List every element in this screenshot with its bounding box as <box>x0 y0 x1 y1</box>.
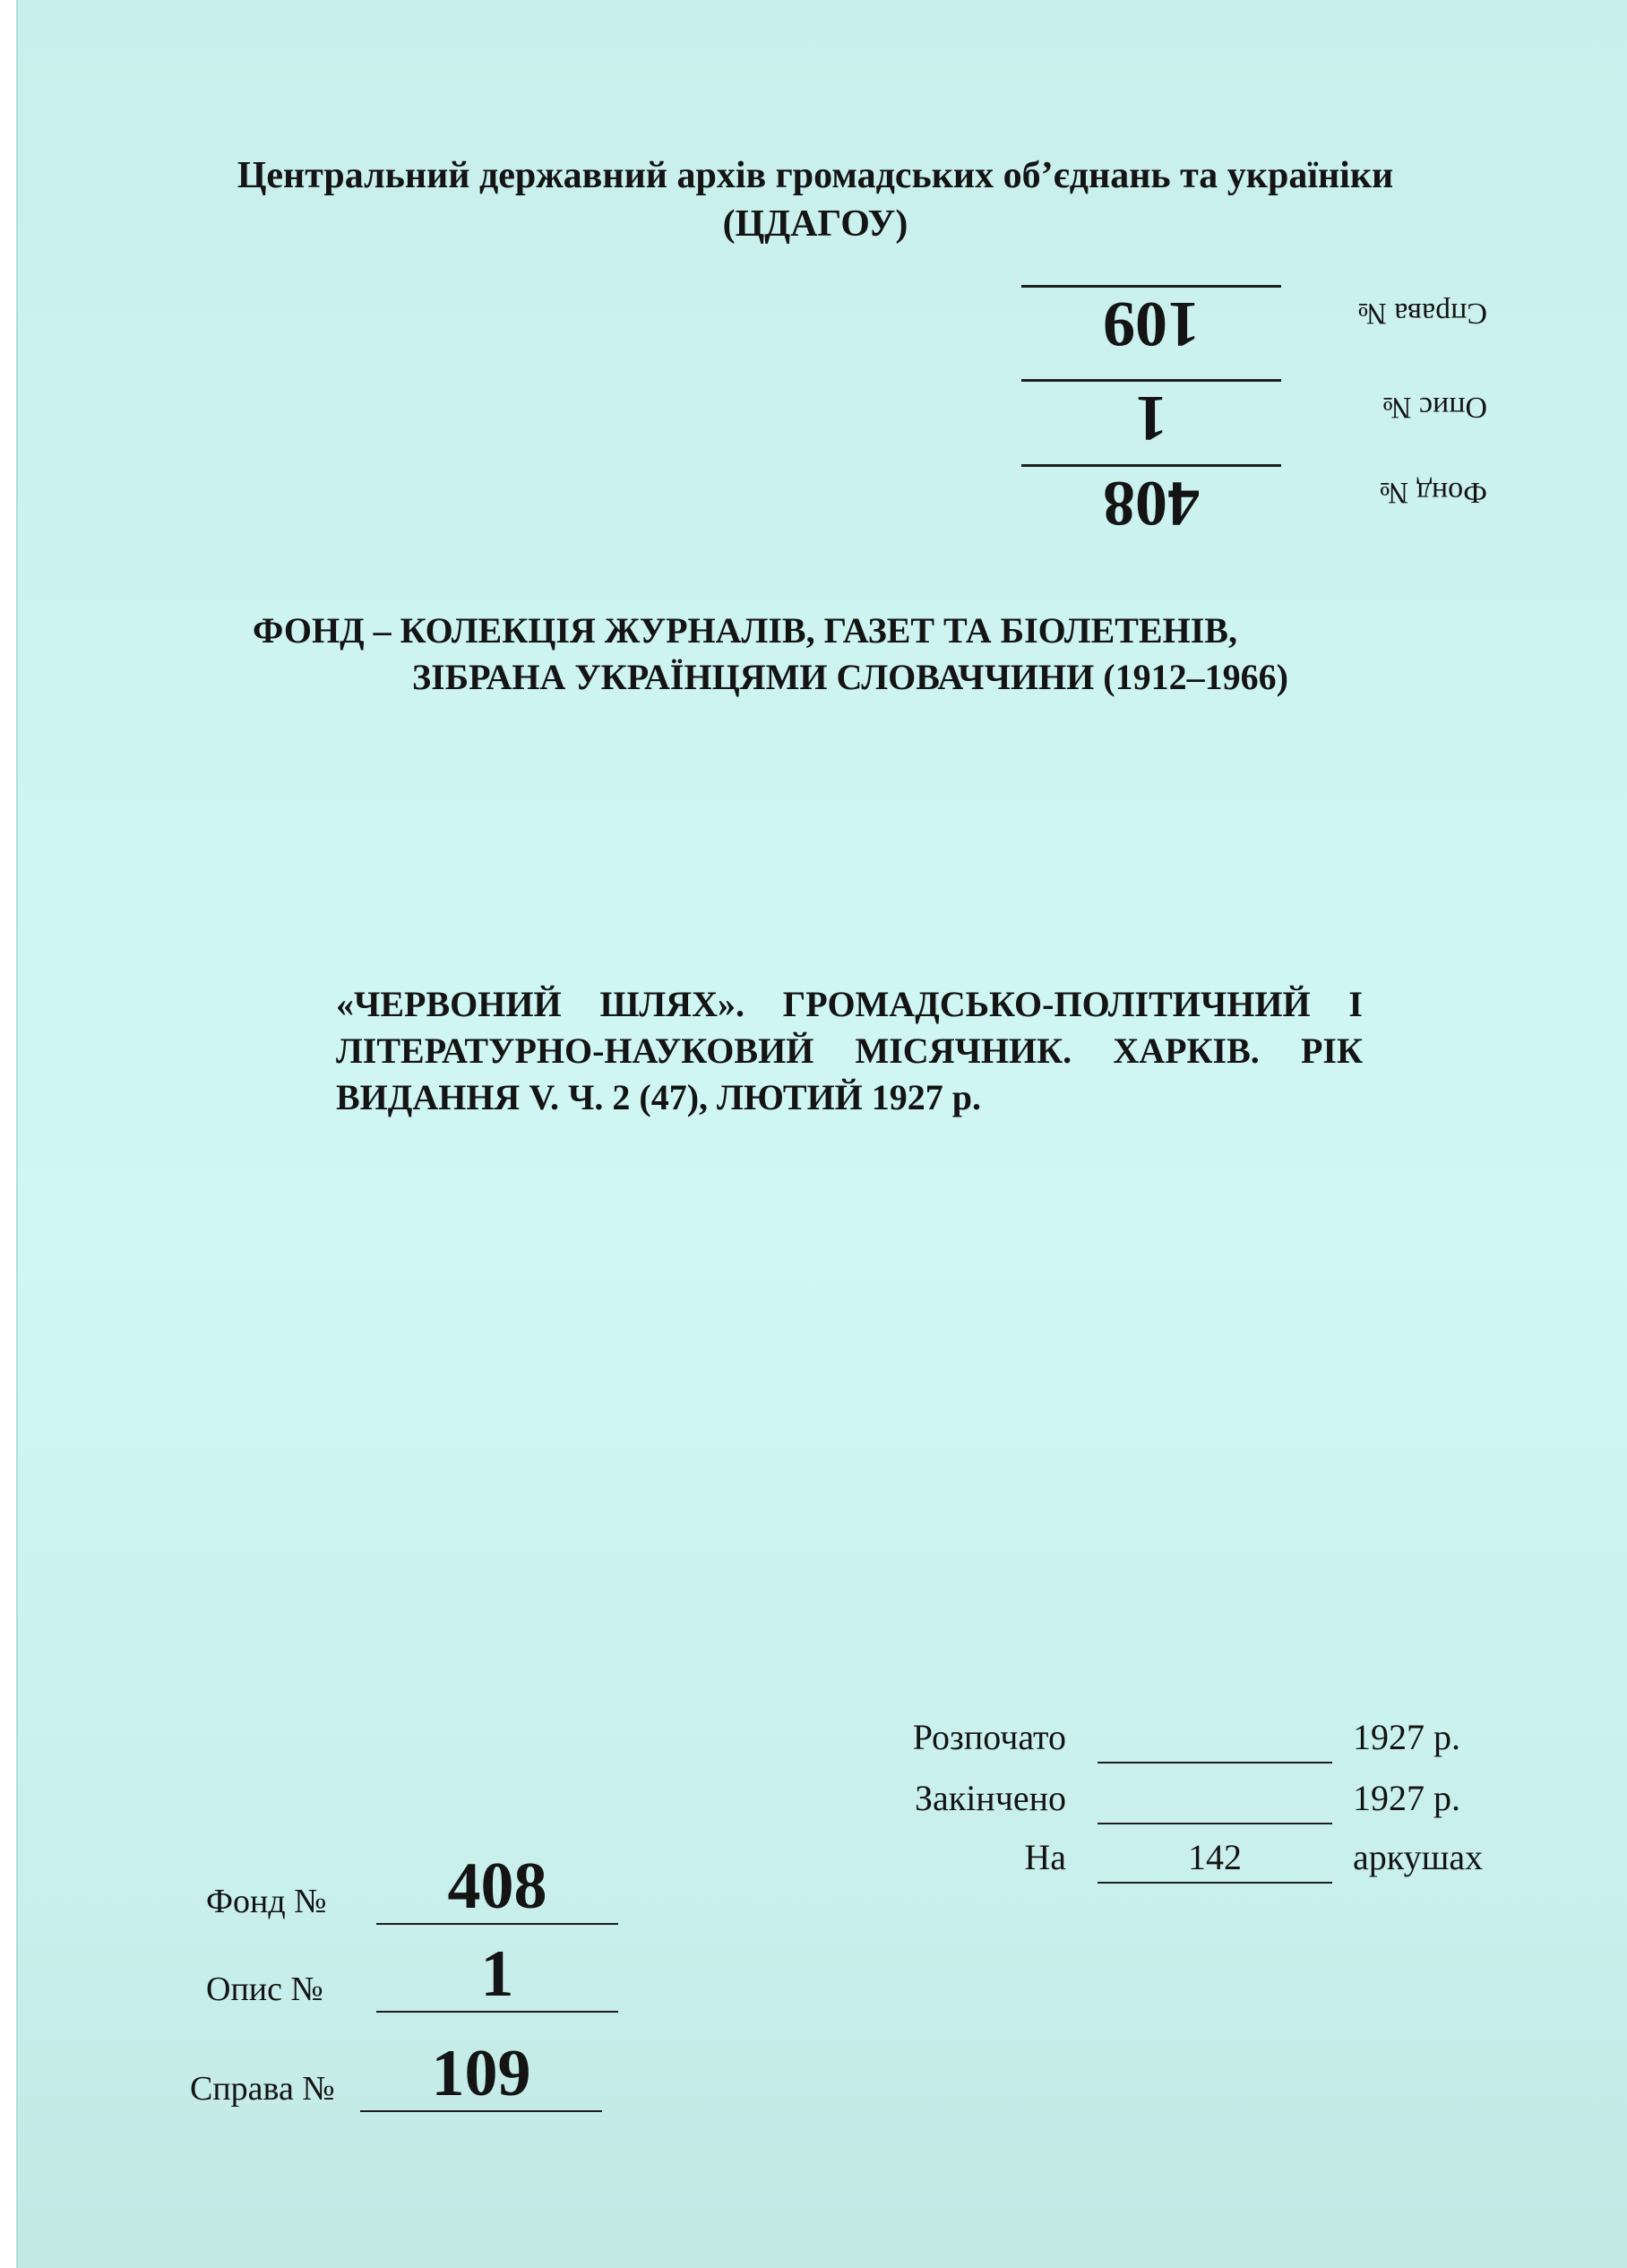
description-line-2: ЛІТЕРАТУРНО-НАУКОВИЙ МІСЯЧНИК. ХАРКІВ. РІК <box>336 1031 1363 1071</box>
bottom-sprava-rule <box>360 2110 602 2112</box>
finished-suffix: 1927 р. <box>1353 1778 1460 1818</box>
flipped-fond-value: 408 <box>1103 468 1200 539</box>
fond-title-line-1: ФОНД – КОЛЕКЦІЯ ЖУРНАЛІВ, ГАЗЕТ ТА БІОЛЕТЕНІВ, <box>253 610 1237 651</box>
sheets-rule <box>1098 1882 1332 1884</box>
sheets-label: На <box>1024 1837 1066 1877</box>
bottom-sprava-row <box>190 2022 611 2112</box>
sheets-row <box>905 1830 1532 1884</box>
sheets-value: 142 <box>1188 1837 1242 1877</box>
flipped-fond-rule <box>1021 464 1281 467</box>
finished-row <box>905 1771 1532 1824</box>
flipped-sprava-rule <box>1021 285 1281 288</box>
flipped-opys-rule <box>1021 379 1281 382</box>
flipped-opys-value: 1 <box>1135 383 1167 454</box>
bottom-fond-value: 408 <box>447 1850 547 1923</box>
flipped-opys-label: Опис № <box>1382 391 1487 424</box>
archive-cover-page <box>16 0 1627 2268</box>
description-line-3: ВИДАННЯ V. Ч. 2 (47), ЛЮТИЙ 1927 р. <box>336 1077 982 1117</box>
started-row <box>905 1710 1532 1764</box>
upside-down-reference-block <box>1021 285 1487 545</box>
fond-title-line-2: ЗІБРАНА УКРАЇНЦЯМИ СЛОВАЧЧИНИ (1912–1966) <box>412 657 1288 697</box>
finished-label: Закінчено <box>914 1778 1066 1818</box>
flipped-fond-label: Фонд № <box>1379 476 1487 509</box>
flipped-sprava-label: Справа № <box>1357 297 1487 330</box>
started-label: Розпочато <box>912 1717 1066 1757</box>
archive-name: Центральний державний архів громадських об’єднань та україніки <box>237 155 1394 196</box>
archive-abbreviation: (ЦДАГОУ) <box>722 203 908 245</box>
bottom-opys-rule <box>376 2011 618 2013</box>
bottom-sprava-value: 109 <box>431 2037 531 2110</box>
flipped-opys-row <box>1021 379 1487 460</box>
bottom-fond-row <box>206 1835 627 1925</box>
bottom-opys-label: Опис № <box>206 1970 323 2008</box>
flipped-sprava-value: 109 <box>1103 289 1200 360</box>
sheets-suffix: аркушах <box>1353 1837 1484 1877</box>
bottom-sprava-label: Справа № <box>190 2070 335 2108</box>
flipped-fond-row <box>1021 464 1487 545</box>
description-line-1: «ЧЕРВОНИЙ ШЛЯХ». ГРОМАДСЬКО-ПОЛІТИЧНИЙ І <box>336 984 1363 1024</box>
started-rule <box>1098 1762 1332 1764</box>
bottom-fond-label: Фонд № <box>206 1883 327 1920</box>
bottom-opys-value: 1 <box>480 1937 514 2011</box>
bottom-opys-row <box>206 1923 627 2013</box>
started-suffix: 1927 р. <box>1353 1717 1460 1757</box>
finished-rule <box>1098 1823 1332 1824</box>
flipped-sprava-row <box>1021 285 1487 366</box>
